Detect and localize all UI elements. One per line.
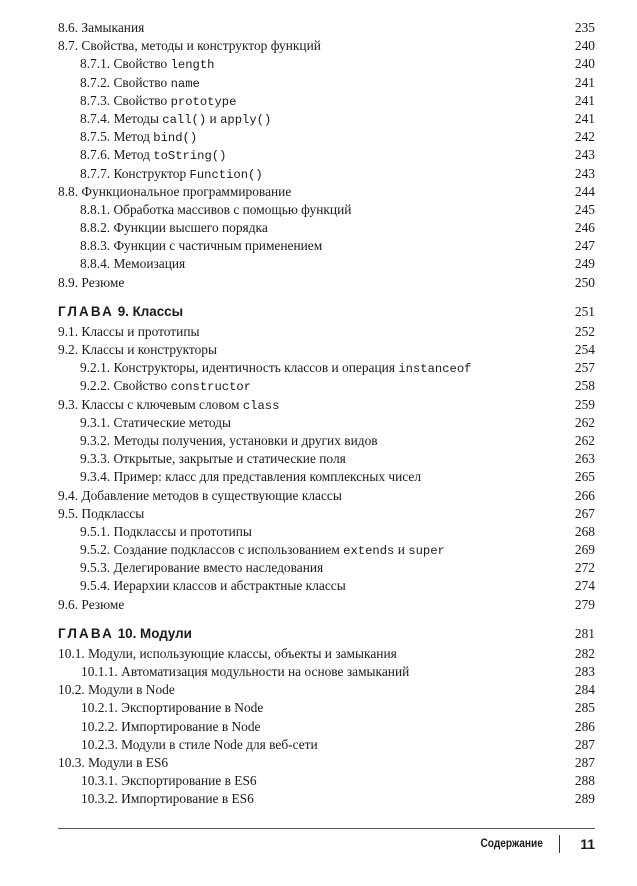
entry-title [80, 469, 421, 484]
toc-subsection-entry[interactable] [58, 201, 595, 219]
toc-subsection-entry[interactable] [58, 74, 595, 92]
toc-section-entry[interactable] [58, 323, 595, 341]
code-term: Function() [189, 167, 263, 182]
toc-subsection-entry[interactable] [58, 146, 595, 164]
toc-section-entry[interactable] [58, 596, 595, 614]
toc-section-entry[interactable] [58, 274, 595, 292]
entry-title [81, 719, 261, 734]
toc-subsection-entry[interactable] [58, 772, 595, 790]
toc-section-entry[interactable] [58, 645, 595, 663]
entry-title [80, 75, 200, 90]
entry-title [80, 220, 268, 235]
entry-title [58, 646, 397, 661]
entry-title [81, 791, 254, 806]
entry-text: 8.7.1. Свойство [80, 56, 171, 72]
entry-title [80, 147, 226, 162]
entry-page-number: 267 [574, 505, 595, 521]
entry-text: 8.8.3. Функции с частичным применением [80, 238, 323, 254]
entry-page-number: 247 [574, 238, 595, 254]
toc-subsection-entry[interactable] [58, 414, 595, 432]
entry-text: 8.8.2. Функции высшего порядка [80, 220, 268, 236]
toc-section-entry[interactable] [58, 183, 595, 201]
entry-page-number: 235 [574, 20, 595, 35]
toc-section-entry[interactable] [58, 681, 595, 699]
entry-title [58, 275, 124, 290]
entry-text: 8.7.3. Свойство [80, 92, 171, 108]
code-term: apply() [220, 112, 272, 127]
entry-text: 9.3.3. Открытые, закрытые и статические поля [80, 451, 346, 467]
chapter-keyword: ГЛАВА [58, 625, 114, 641]
toc-section-entry[interactable] [58, 396, 595, 414]
entry-page-number: 244 [574, 183, 595, 199]
entry-title [81, 700, 263, 715]
entry-page-number: 282 [574, 645, 595, 661]
running-footer-title: Содержание [480, 838, 543, 850]
chapter-heading[interactable] [58, 301, 595, 322]
entry-text: 9.5. Подклассы [58, 505, 145, 521]
chapter-page-number: 281 [574, 625, 595, 641]
entry-title [58, 184, 291, 199]
entry-title [80, 524, 252, 539]
code-term: class [242, 398, 280, 413]
code-term: name [170, 76, 200, 91]
entry-page-number: 263 [574, 451, 595, 467]
toc-section-entry[interactable] [58, 505, 595, 523]
page-footer [472, 834, 595, 854]
entry-title [80, 360, 471, 375]
entry-text: 8.7.2. Свойство [80, 74, 171, 90]
code-term: super [408, 544, 445, 559]
entry-title [80, 415, 231, 430]
entry-title [58, 397, 279, 412]
entry-text: и [394, 542, 409, 558]
entry-page-number: 241 [574, 110, 595, 126]
entry-page-number: 258 [574, 378, 595, 394]
entry-text: 9.6. Резюме [58, 596, 125, 612]
entry-text: 9.3.2. Методы получения, установки и других видов [80, 432, 378, 448]
entry-page-number: 246 [574, 220, 595, 236]
entry-page-number: 240 [574, 56, 595, 72]
chapter-name: 10. Модули [114, 625, 192, 641]
table-of-contents [58, 19, 595, 809]
toc-subsection-entry[interactable] [58, 523, 595, 541]
toc-section-entry[interactable] [58, 37, 595, 55]
entry-page-number: 285 [574, 700, 595, 716]
toc-subsection-entry[interactable] [58, 255, 595, 273]
entry-text: 8.7.7. Конструктор [80, 165, 190, 181]
entry-text: 9.5.2. Создание подклассов с использованием [80, 542, 344, 558]
toc-subsection-entry[interactable] [58, 92, 595, 110]
entry-title [81, 737, 318, 752]
entry-text: 10.2.3. Модули в стиле Node для веб-сети [81, 736, 318, 752]
toc-subsection-entry[interactable] [58, 377, 595, 395]
chapter-title [58, 626, 192, 641]
entry-title [58, 38, 321, 53]
entry-text: 10.2.1. Экспортирование в Node [81, 700, 264, 716]
entry-page-number: 283 [574, 664, 595, 679]
toc-subsection-entry[interactable] [58, 736, 595, 754]
entry-text: 10.2. Модули в Node [58, 682, 175, 698]
entry-page-number: 243 [574, 165, 595, 181]
entry-page-number: 254 [574, 342, 595, 357]
entry-text: 8.7.6. Метод [80, 147, 154, 163]
entry-text: 10.3.1. Экспортирование в ES6 [81, 773, 257, 789]
entry-title [81, 773, 257, 788]
toc-subsection-entry[interactable] [58, 219, 595, 237]
entry-text: 9.2.1. Конструкторы, идентичность классов и операция [80, 360, 399, 376]
toc-section-entry[interactable] [58, 341, 595, 359]
code-term: bind() [153, 131, 198, 146]
toc-subsection-entry[interactable] [58, 165, 595, 183]
entry-title [58, 488, 342, 503]
toc-subsection-entry[interactable] [58, 359, 595, 377]
toc-subsection-entry[interactable] [58, 663, 595, 681]
toc-subsection-entry[interactable] [58, 790, 595, 808]
entry-title [80, 560, 323, 575]
entry-page-number: 249 [574, 256, 595, 272]
entry-text: 9.3. Классы с ключевым словом [58, 396, 243, 412]
entry-page-number: 287 [574, 754, 595, 770]
entry-text: 8.7.5. Метод [80, 129, 154, 145]
toc-subsection-entry[interactable] [58, 55, 595, 73]
entry-page-number: 257 [574, 360, 595, 376]
code-term: extends [343, 544, 395, 559]
toc-subsection-entry[interactable] [58, 559, 595, 577]
entry-title [81, 664, 409, 679]
toc-section-entry[interactable] [58, 19, 595, 37]
toc-subsection-entry[interactable] [58, 468, 595, 486]
entry-title [80, 256, 185, 271]
entry-page-number: 272 [574, 560, 595, 576]
toc-subsection-entry[interactable] [58, 699, 595, 717]
toc-subsection-entry[interactable] [58, 718, 595, 736]
entry-text: 9.5.4. Иерархии классов и абстрактные классы [80, 578, 346, 594]
entry-title [80, 129, 197, 144]
entry-text: 8.9. Резюме [58, 274, 125, 290]
entry-page-number: 279 [574, 596, 595, 612]
entry-text: 10.3. Модули в ES6 [58, 754, 169, 770]
entry-title [80, 93, 236, 108]
entry-page-number: 288 [574, 773, 595, 789]
entry-page-number: 241 [574, 92, 595, 108]
entry-page-number: 269 [574, 542, 595, 558]
entry-text: 10.2.2. Импортирование в Node [81, 718, 261, 734]
entry-text: 9.2.2. Свойство [80, 378, 171, 394]
entry-page-number: 240 [574, 38, 595, 54]
code-term: toString() [153, 149, 227, 164]
chapter-keyword: ГЛАВА [58, 303, 114, 319]
entry-title [80, 111, 271, 126]
entry-page-number: 250 [574, 274, 595, 290]
toc-subsection-entry[interactable] [58, 432, 595, 450]
entry-text: 8.8.1. Обработка массивов с помощью функций [80, 201, 352, 217]
entry-title [80, 578, 346, 593]
entry-text: 10.1. Модули, использующие классы, объекты и замыкания [58, 645, 397, 661]
entry-page-number: 286 [574, 718, 595, 734]
entry-title [58, 755, 168, 770]
code-term: instanceof [398, 362, 472, 377]
entry-title [80, 56, 214, 71]
chapter-heading[interactable] [58, 623, 595, 644]
entry-title [80, 542, 445, 557]
entry-page-number: 241 [574, 74, 595, 90]
entry-title [58, 506, 144, 521]
entry-title [58, 597, 124, 612]
toc-subsection-entry[interactable] [58, 110, 595, 128]
toc-section-entry[interactable] [58, 487, 595, 505]
toc-subsection-entry[interactable] [58, 237, 595, 255]
entry-text: 8.6. Замыкания [58, 20, 145, 35]
entry-title [58, 20, 144, 35]
chapter-title [58, 304, 183, 319]
entry-text: 9.2. Классы и конструкторы [58, 342, 217, 357]
entry-title [80, 433, 378, 448]
chapter-name: 9. Классы [114, 303, 184, 319]
entry-text: 10.1.1. Автоматизация модульности на основе замыканий [81, 664, 410, 679]
entry-title [58, 682, 175, 697]
entry-title [80, 166, 263, 181]
entry-title [80, 378, 251, 393]
code-term: length [170, 58, 215, 73]
entry-page-number: 289 [574, 791, 595, 807]
entry-text: 8.7. Свойства, методы и конструктор функций [58, 38, 321, 54]
entry-page-number: 265 [574, 469, 595, 485]
footer-separator [559, 835, 561, 853]
toc-subsection-entry[interactable] [58, 577, 595, 595]
entry-page-number: 243 [574, 147, 595, 163]
entry-page-number: 284 [574, 682, 595, 698]
entry-text: и [206, 110, 221, 126]
entry-text: 8.7.4. Методы [80, 110, 163, 126]
entry-title [58, 324, 200, 339]
entry-text: 8.8.4. Мемоизация [80, 256, 186, 272]
code-term: prototype [170, 94, 237, 109]
entry-text: 9.1. Классы и прототипы [58, 323, 200, 339]
entry-text: 8.8. Функциональное программирование [58, 183, 292, 199]
code-term: call() [162, 112, 207, 127]
entry-page-number: 268 [574, 523, 595, 539]
entry-text: 9.5.3. Делегирование вместо наследования [80, 560, 324, 576]
entry-page-number: 262 [574, 432, 595, 448]
chapter-page-number: 251 [574, 303, 595, 319]
entry-page-number: 242 [574, 129, 595, 145]
entry-text: 9.4. Добавление методов в существующие классы [58, 487, 342, 503]
toc-subsection-entry[interactable] [58, 450, 595, 468]
footer-rule [58, 828, 595, 829]
entry-title [80, 451, 346, 466]
entry-page-number: 245 [574, 201, 595, 217]
entry-title [80, 202, 351, 217]
entry-page-number: 274 [574, 578, 595, 594]
entry-page-number: 287 [574, 736, 595, 752]
toc-subsection-entry[interactable] [58, 128, 595, 146]
entry-page-number: 259 [574, 396, 595, 412]
toc-section-entry[interactable] [58, 754, 595, 772]
entry-page-number: 252 [574, 323, 595, 339]
code-term: constructor [170, 380, 252, 395]
entry-title [58, 342, 217, 357]
entry-page-number: 266 [574, 487, 595, 503]
entry-text: 9.3.1. Статические методы [80, 414, 231, 430]
toc-subsection-entry[interactable] [58, 541, 595, 559]
entry-text: 9.3.4. Пример: класс для представления комплексных чисел [80, 469, 421, 485]
page-number: 11 [580, 836, 595, 852]
entry-page-number: 262 [574, 414, 595, 430]
entry-text: 9.5.1. Подклассы и прототипы [80, 523, 252, 539]
entry-title [80, 238, 322, 253]
entry-text: 10.3.2. Импортирование в ES6 [81, 791, 254, 807]
